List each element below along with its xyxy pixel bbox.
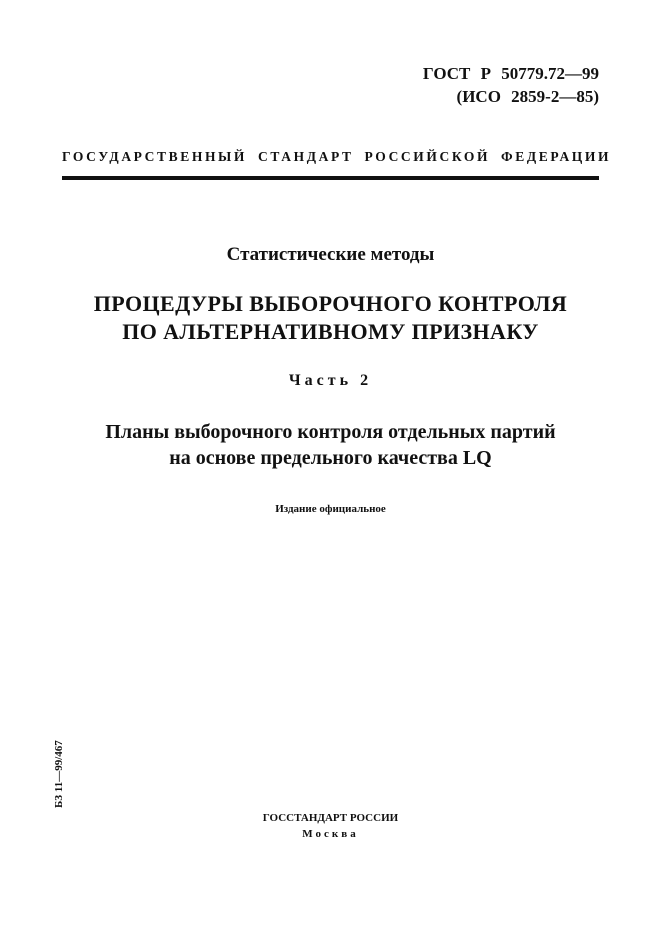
part-label: Часть 2 (288, 372, 373, 389)
main-title-line-2: ПО АЛЬТЕРНАТИВНОМУ ПРИЗНАКУ (122, 319, 539, 344)
iso-equivalent: (ИСО 2859-2—85) (456, 87, 599, 106)
standard-designation: ГОСТ Р 50779.72—99 (422, 64, 599, 83)
main-title-line-1: ПРОЦЕДУРЫ ВЫБОРОЧНОГО КОНТРОЛЯ (93, 291, 568, 316)
header-rule (62, 176, 599, 180)
subject-title: Статистические методы (226, 244, 435, 265)
side-code: БЗ 11—99/467 (53, 740, 65, 808)
state-standard-header: ГОСУДАРСТВЕННЫЙ СТАНДАРТ РОССИЙСКОЙ ФЕДЕРАЦИИ (62, 149, 612, 164)
part-title (0, 419, 661, 471)
publisher: ГОССТАНДАРТ РОССИИ (262, 812, 399, 824)
part-title-line-2: на основе предельного качества LQ (169, 447, 492, 469)
publication-city: Москва (302, 828, 359, 840)
part-title-line-1: Планы выборочного контроля отдельных партий (105, 421, 556, 443)
main-title (0, 290, 661, 346)
edition-note: Издание официальное (275, 503, 386, 515)
